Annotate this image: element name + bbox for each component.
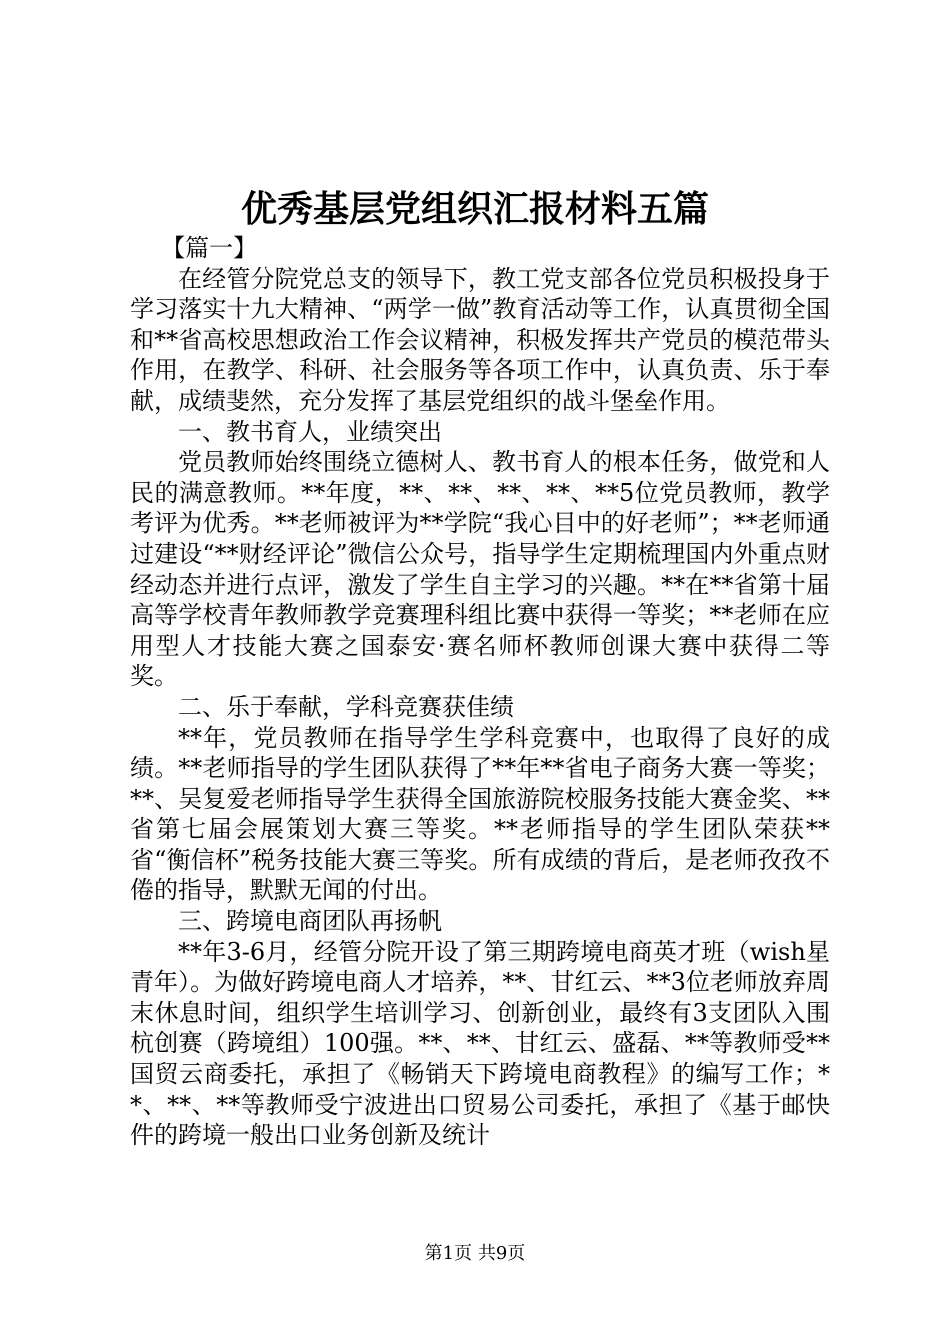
heading-section-1: 一、教书育人，业绩突出	[178, 417, 442, 446]
paragraph-intro: 在经管分院党总支的领导下，教工党支部各位党员积极投身于学习落实十九大精神、“两学一做”教育活动等工作，认真贯彻全国和**省高校思想政治工作会议精神，积极发挥共产党员的模范带头作用，在教学、科研、社会服务等各项工作中，认真负责、乐于奉献，成绩斐然，充分发挥了基层党组织的战斗堡垒作用。	[130, 264, 830, 415]
section-marker: 【篇一】	[161, 234, 258, 262]
document-body	[130, 233, 830, 1151]
page-footer: 第1页 共9页	[424, 1243, 526, 1264]
document-title: 优秀基层党组织汇报材料五篇	[240, 188, 709, 230]
paragraph-section-1: 党员教师始终围绕立德树人、教书育人的根本任务，做党和人民的满意教师。**年度，**、**、**、**、**5位党员教师，教学考评为优秀。**老师被评为**学院“我心目中的好老师”；**老师通过建设“**财经评论”微信公众号，指导学生定期梳理国内外重点财经动态并进行点评，激发了学生自主学习的兴趣。**在**省第十届高等学校青年教师教学竞赛理科组比赛中获得一等奖；**老师在应用型人才技能大赛之国泰安·赛名师杯教师创课大赛中获得二等奖。	[130, 448, 830, 691]
heading-section-2: 二、乐于奉献，学科竞赛获佳绩	[178, 692, 514, 721]
paragraph-section-2: **年，党员教师在指导学生学科竞赛中，也取得了良好的成绩。**老师指导的学生团队获得了**年**省电子商务大赛一等奖；**、吴复爱老师指导学生获得全国旅游院校服务技能大赛金奖、**省第七届会展策划大赛三等奖。**老师指导的学生团队荣获**省“衡信杯”税务技能大赛三等奖。所有成绩的背后，是老师孜孜不倦的指导，默默无闻的付出。	[130, 723, 830, 905]
paragraph-section-3: **年3-6月，经管分院开设了第三期跨境电商英才班（wish星青年）。为做好跨境电商人才培养，**、甘红云、**3位老师放弃周末休息时间，组织学生培训学习、创新创业，最终有3支团队入围杭创赛（跨境组）100强。**、**、甘红云、盛磊、**等教师受**国贸云商委托，承担了《畅销天下跨境电商教程》的编写工作；**、**、**等教师受宁波进出口贸易公司委托，承担了《基于邮快件的跨境一般出口业务创新及统计	[130, 937, 830, 1150]
heading-section-3: 三、跨境电商团队再扬帆	[178, 907, 442, 936]
